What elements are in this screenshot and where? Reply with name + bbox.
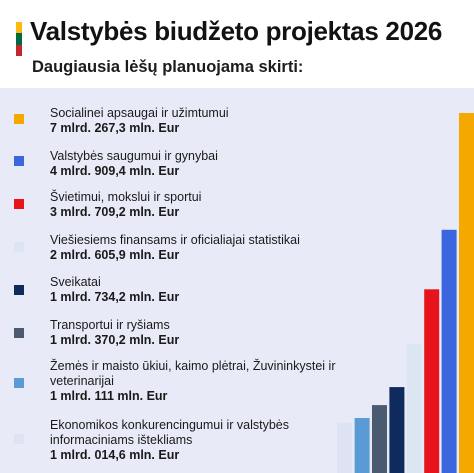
- flag-stripe-green: [16, 33, 22, 44]
- legend-category: Sveikatai: [50, 275, 101, 289]
- page-title: Valstybės biudžeto projektas 2026: [30, 16, 443, 46]
- legend-swatch: [14, 434, 24, 444]
- legend-value: 7 mlrd. 267,3 mln. Eur: [50, 121, 180, 135]
- page-subtitle: Daugiausia lėšų planuojama skirti:: [32, 58, 304, 76]
- legend-label: [50, 149, 350, 179]
- legend-category: Žemės ir maisto ūkiui, kaimo plėtrai, Žuvininkystei ir veterinarijai: [50, 359, 336, 388]
- legend-label: [50, 275, 350, 305]
- legend-swatch: [14, 328, 24, 338]
- legend-swatch: [14, 199, 24, 209]
- legend-value: 2 mlrd. 605,9 mln. Eur: [50, 248, 180, 262]
- legend-swatch: [14, 156, 24, 166]
- legend-value: 1 mlrd. 734,2 mln. Eur: [50, 290, 180, 304]
- legend-category: Valstybės saugumui ir gynybai: [50, 149, 218, 163]
- legend-value: 1 mlrd. 111 mln. Eur: [50, 389, 168, 403]
- legend-category: Transportui ir ryšiams: [50, 318, 170, 332]
- legend-category: Švietimui, mokslui ir sportui: [50, 190, 202, 204]
- legend-value: 1 mlrd. 014,6 mln. Eur: [50, 448, 180, 462]
- legend-value: 1 mlrd. 370,2 mln. Eur: [50, 333, 180, 347]
- legend-label: [50, 106, 350, 136]
- lithuanian-flag-icon: [16, 22, 22, 56]
- legend-value: 3 mlrd. 709,2 mln. Eur: [50, 205, 180, 219]
- legend-swatch: [14, 378, 24, 388]
- legend-category: Ekonomikos konkurencingumui ir valstybės informaciniams ištekliams: [50, 418, 289, 447]
- legend-swatch: [14, 285, 24, 295]
- flag-stripe-yellow: [16, 22, 22, 33]
- header: [0, 0, 474, 88]
- flag-stripe-red: [16, 45, 22, 56]
- legend-label: [50, 359, 350, 404]
- legend-label: [50, 190, 350, 220]
- legend-value: 4 mlrd. 909,4 mln. Eur: [50, 164, 180, 178]
- legend-label: [50, 318, 350, 348]
- legend-label: [50, 418, 350, 463]
- legend-swatch: [14, 114, 24, 124]
- legend-category: Socialinei apsaugai ir užimtumui: [50, 106, 229, 120]
- legend-label: [50, 233, 350, 263]
- legend-category: Viešiesiems finansams ir oficialiajai statistikai: [50, 233, 300, 247]
- legend-swatch: [14, 242, 24, 252]
